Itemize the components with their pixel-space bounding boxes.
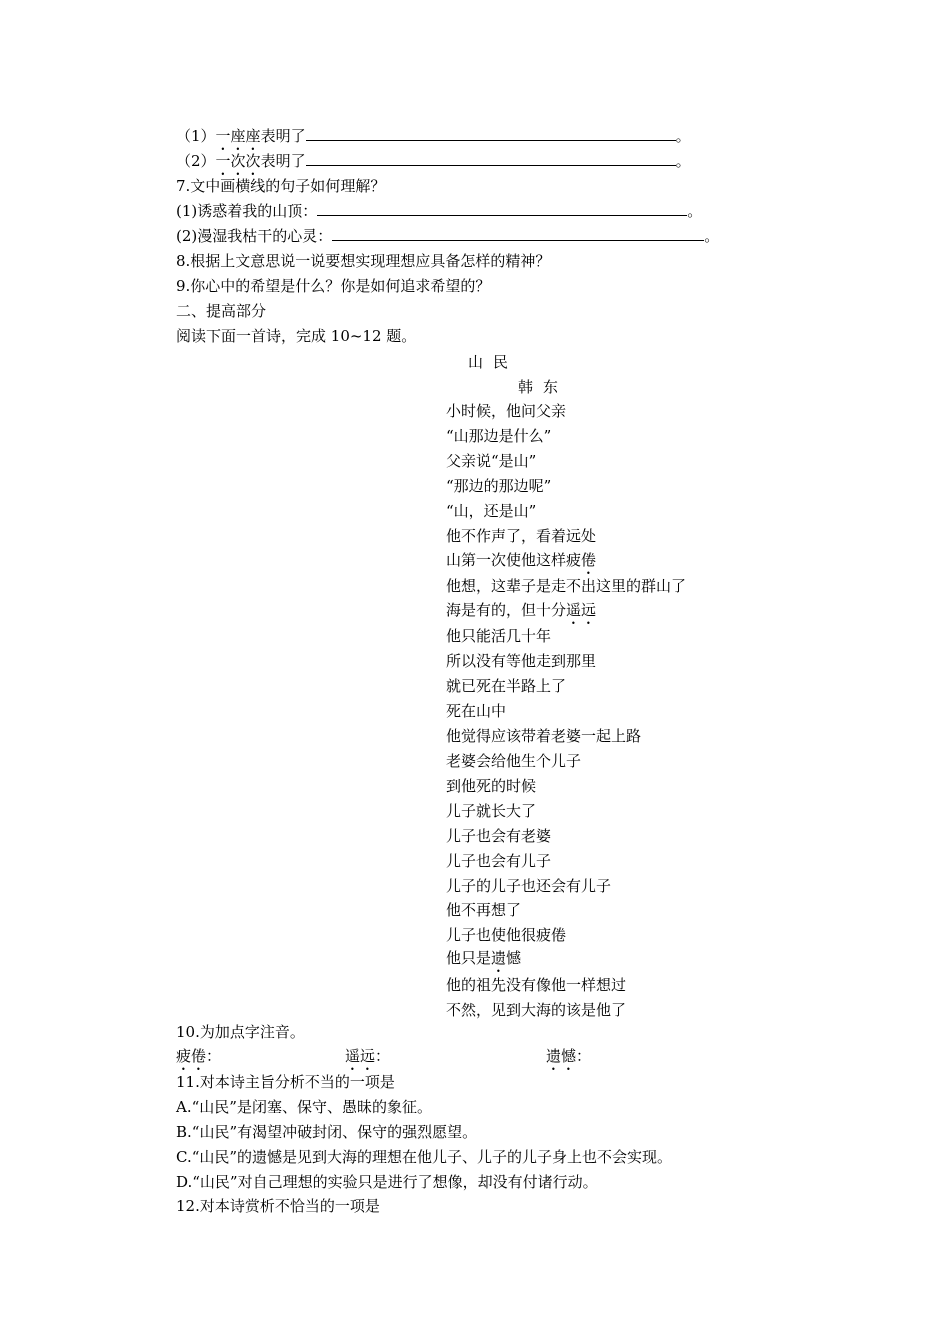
q9-question: 9.你心中的希望是什么？你是如何追求希望的？ [176, 277, 491, 295]
q7-question: 7.文中画横线的句子如何理解？ [176, 177, 386, 195]
poem-line [446, 600, 596, 628]
dotted-char: 遗 [491, 949, 507, 967]
q8-question: 8.根据上文意思说一说要想实现理想应具备怎样的精神？ [176, 252, 551, 270]
poem-line: 他不再想了 [446, 901, 522, 919]
poem-line: 所以没有等他走到那里 [446, 652, 597, 670]
poem-line: 儿子也使他很疲倦 [446, 926, 567, 944]
q12-question: 12.对本诗赏析不恰当的一项是 [176, 1197, 380, 1215]
poem-line: 死在山中 [446, 702, 507, 720]
q10-word-2: 遥远： [345, 1047, 391, 1065]
q6-item-1-number: （1） [176, 127, 216, 145]
poem-line: 到他死的时候 [446, 777, 537, 795]
q7-item-1-end: 。 [687, 202, 703, 220]
answer-blank[interactable] [317, 201, 687, 216]
poem-line: 他觉得应该带着老婆一起上路 [446, 727, 642, 745]
poem-line: 他不作声了，看着远处 [446, 527, 597, 545]
q7-item-2 [176, 226, 719, 246]
poem-line: 儿子的儿子也还会有儿子 [446, 877, 612, 895]
poem-line: 他想，这辈子是走不出这里的群山了 [446, 577, 687, 595]
poem-line: “那边的那边呢” [446, 477, 552, 495]
q11-option-c: C.“山民”的遗憾是见到大海的理想在他儿子、儿子的儿子身上也不会实现。 [176, 1148, 673, 1166]
dotted-char: 倦 [581, 551, 597, 569]
poem-line: 不然，见到大海的该是他了 [446, 1001, 627, 1019]
q6-item-1-text: 表明了 [260, 127, 306, 145]
poem-line: 他的祖先没有像他一样想过 [446, 976, 627, 994]
poem-line: “山那边是什么” [446, 427, 552, 445]
poem-line: 儿子也会有儿子 [446, 852, 552, 870]
poem-line: 就已死在半路上了 [446, 677, 567, 695]
q10-word-3: 遗憾： [546, 1047, 592, 1065]
poem-line-text: 他只是 [446, 949, 492, 967]
poem-line [446, 948, 521, 976]
poem-author: 韩东 [518, 378, 569, 396]
poem-line [446, 550, 596, 578]
q6-item-2-dotted-word: 一次次 [215, 152, 261, 170]
q6-item-2 [176, 151, 691, 179]
q7-item-2-text: (2)漫湿我枯干的心灵： [176, 227, 333, 245]
poem-line: 儿子就长大了 [446, 802, 537, 820]
poem-line: 父亲说“是山” [446, 452, 537, 470]
poem-line-text: 憾 [506, 949, 522, 967]
q6-item-2-number: （2） [176, 152, 216, 170]
section-heading: 二、提高部分 [176, 302, 267, 320]
answer-blank[interactable] [306, 151, 676, 166]
dotted-word: 遥远 [566, 601, 597, 619]
poem-title: 山民 [468, 353, 519, 371]
q7-item-2-end: 。 [704, 227, 720, 245]
q11-option-b: B.“山民”有渴望冲破封闭、保守的强烈愿望。 [176, 1123, 478, 1141]
q11-option-a: A.“山民”是闭塞、保守、愚昧的象征。 [176, 1098, 432, 1116]
q11-option-d: D.“山民”对自己理想的实验只是进行了想像，却没有付诸行动。 [176, 1173, 598, 1191]
q6-item-1 [176, 126, 691, 154]
poem-line-text: 山第一次使他这样疲 [446, 551, 582, 569]
poem-line: 小时候，他问父亲 [446, 402, 567, 420]
q10-word-1: 疲倦： [176, 1047, 222, 1065]
poem-line: 老婆会给他生个儿子 [446, 752, 582, 770]
poem-line: 儿子也会有老婆 [446, 827, 552, 845]
q11-question: 11.对本诗主旨分析不当的一项是 [176, 1073, 395, 1091]
poem-line: 他只能活几十年 [446, 627, 552, 645]
q7-item-1 [176, 201, 702, 221]
reading-instruction: 阅读下面一首诗，完成 10~12 题。 [176, 327, 417, 345]
q6-item-1-dotted-word: 一座座 [215, 127, 261, 145]
q6-item-1-end: 。 [675, 127, 691, 145]
answer-blank[interactable] [306, 126, 676, 141]
poem-line: “山，还是山” [446, 502, 537, 520]
q6-item-2-end: 。 [675, 152, 691, 170]
q7-item-1-text: (1)诱惑着我的山顶： [176, 202, 318, 220]
answer-blank[interactable] [332, 226, 704, 241]
q6-item-2-text: 表明了 [260, 152, 306, 170]
poem-line-text: 海是有的，但十分 [446, 601, 567, 619]
q10-question: 10.为加点字注音。 [176, 1023, 305, 1041]
